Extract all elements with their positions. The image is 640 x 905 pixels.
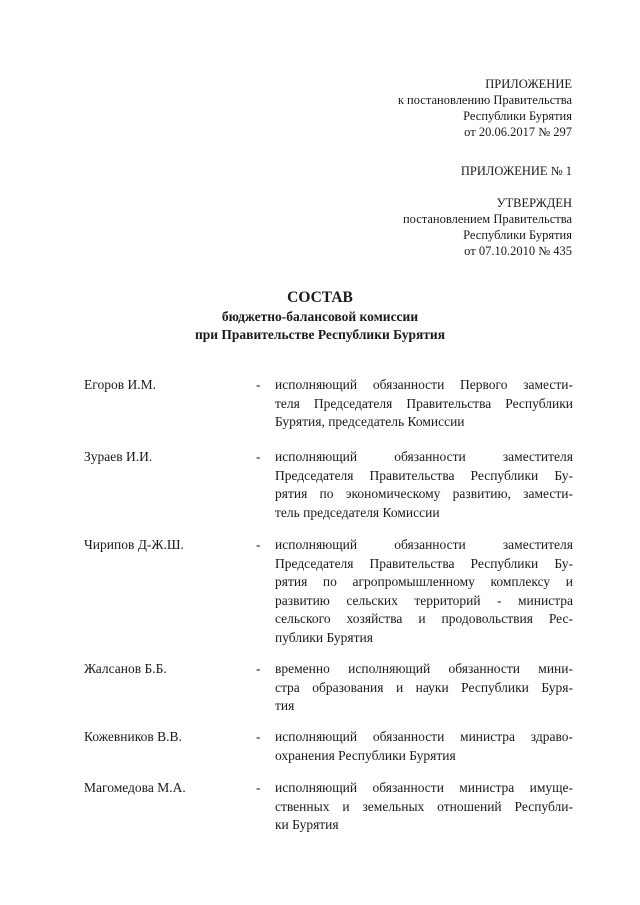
member-role-line: ственных и земельных отношений Республи-	[275, 798, 573, 814]
member-role-line: рятия по экономическому развитию, замести-	[275, 486, 573, 502]
appendix-original-date: от 07.10.2010 № 435	[464, 244, 572, 258]
member-name: Егоров И.М.	[84, 377, 156, 392]
member-role-line: исполняющий обязанности Первого замести-	[275, 377, 573, 392]
document-subtitle: при Правительстве Республики Бурятия	[194, 327, 445, 342]
appendix-original-title: ПРИЛОЖЕНИЕ № 1	[460, 164, 572, 178]
member-role-line: сельского хозяйства и продовольствия Рес-	[275, 611, 573, 627]
member-role-line: исполняющий обязанности заместителя	[275, 537, 573, 552]
member-role-line: Председателя Правительства Республики Бу-	[275, 555, 573, 571]
member-role-line: теля Председателя Правительства Республики	[275, 395, 573, 411]
member-role-line: ки Бурятия	[275, 817, 339, 833]
approved-label: УТВЕРЖДЕН	[496, 196, 572, 210]
appendix-original-line: постановлением Правительства	[402, 212, 572, 226]
member-role	[275, 660, 573, 716]
member-role-line: тель председателя Комиссии	[275, 504, 440, 520]
appendix-current-line: Республики Бурятия	[463, 109, 572, 123]
document-subtitle: бюджетно-балансовой комиссии	[221, 309, 419, 324]
appendix-current-block	[398, 76, 572, 140]
member-role-line: временно исполняющий обязанности мини-	[275, 661, 573, 676]
member-role	[275, 779, 573, 835]
member-dash: -	[256, 537, 261, 552]
member-dash: -	[256, 377, 261, 392]
member-role-line: Председателя Правительства Республики Бу-	[275, 467, 573, 483]
member-role-line: исполняющий обязанности министра имуще-	[275, 780, 573, 795]
member-role-line: исполняющий обязанности заместителя	[275, 449, 573, 464]
member-role-line: стра образования и науки Республики Буря-	[275, 679, 573, 695]
member-role-line: охранения Республики Бурятия	[275, 747, 456, 763]
document-title-block	[0, 288, 640, 344]
member-dash: -	[256, 661, 261, 676]
member-role	[275, 376, 573, 432]
member-dash: -	[256, 780, 261, 795]
appendix-original-line: Республики Бурятия	[463, 228, 572, 242]
member-name: Магомедова М.А.	[84, 780, 186, 795]
member-role-line: развитию сельских территорий - министра	[275, 592, 573, 608]
member-name: Чирипов Д-Ж.Ш.	[84, 537, 184, 552]
member-name: Зураев И.И.	[84, 449, 153, 464]
member-role-line: публики Бурятия	[275, 629, 373, 645]
member-role	[275, 536, 573, 648]
appendix-original-block	[403, 163, 572, 259]
member-role	[275, 448, 573, 522]
appendix-current-date: от 20.06.2017 № 297	[464, 125, 572, 139]
member-role-line: тия	[275, 698, 295, 714]
document-title: СОСТАВ	[287, 289, 353, 306]
appendix-current-title: ПРИЛОЖЕНИЕ	[485, 77, 572, 91]
member-dash: -	[256, 449, 261, 464]
member-name: Кожевников В.В.	[84, 729, 182, 744]
member-role-line: Бурятия, председатель Комиссии	[275, 414, 465, 430]
appendix-current-line: к постановлению Правительства	[397, 93, 572, 107]
member-role-line: рятия по агропромышленному комплексу и	[275, 574, 573, 590]
member-role	[275, 728, 573, 765]
member-name: Жалсанов Б.Б.	[84, 661, 167, 676]
member-role-line: исполняющий обязанности министра здраво-	[275, 729, 573, 744]
member-dash: -	[256, 729, 261, 744]
